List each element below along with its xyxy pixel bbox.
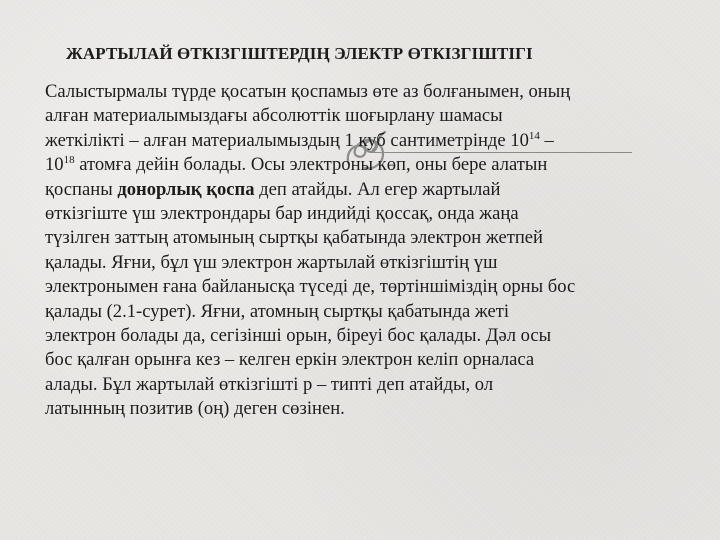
text-line: қалады. Яғни, бұл үш электрон жартылай өткізгіштің үш	[45, 251, 498, 273]
exponent: 18	[63, 154, 75, 167]
text-fragment: 10	[45, 154, 64, 176]
text-line: электронымен ғана байланысқа түседі де, төртіншіміздің орны бос	[45, 276, 576, 298]
text-line: түзілген заттың атомының сыртқы қабатында электрон жетпей	[45, 227, 543, 249]
text-line	[45, 129, 685, 153]
text-fragment: жеткілікті – алған материалымыздың 1 куб сантиметрінде 10	[45, 129, 529, 151]
text-line	[45, 178, 685, 202]
text-fragment: қоспаны	[45, 178, 118, 200]
text-fragment: –	[539, 129, 554, 151]
body-text	[45, 80, 685, 422]
text-line: бос қалған орынға кез – келген еркін электрон келіп орналаса	[45, 349, 535, 371]
text-line: алған материалымыздағы абсолюттік шоғырлану шамасы	[45, 105, 503, 127]
slide-title: ЖАРТЫЛАЙ ӨТКІЗГІШТЕРДІҢ ЭЛЕКТР ӨТКІЗГІШТІГІ	[66, 44, 533, 63]
text-line: өткізгіште үш электрондары бар индийді қоссақ, онда жаңа	[45, 203, 519, 225]
text-line: алады. Бұл жартылай өткізгішті р – типті деп атайды, ол	[45, 373, 494, 395]
donor-impurity-term: донорлық қоспа	[117, 178, 255, 200]
text-fragment: деп атайды. Ал егер жартылай	[254, 178, 501, 200]
text-line: Салыстырмалы түрде қосатын қоспамыз өте аз болғанымен, оның	[45, 81, 571, 102]
text-line: латынның позитив (оң) деген сөзінен.	[45, 398, 345, 420]
text-line	[45, 153, 685, 177]
text-line: қалады (2.1-сурет). Яғни, атомның сыртқы қабатында жеті	[45, 300, 509, 322]
exponent: 14	[528, 129, 540, 142]
text-fragment: атомға дейін болады. Осы электроны көп, оны бере алатын	[74, 154, 548, 176]
text-line: электрон болады да, сегізінші орын, біреуі бос қалады. Дәл осы	[45, 325, 552, 347]
